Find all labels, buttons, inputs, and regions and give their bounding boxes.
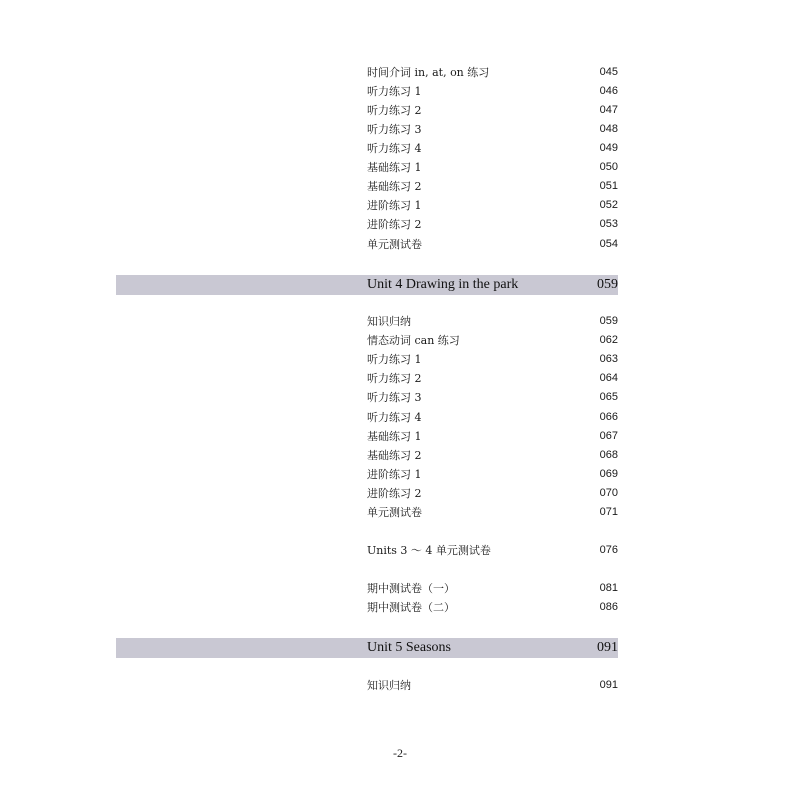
toc-entry-label: 情态动词 can 练习 xyxy=(367,334,460,347)
toc-entry-page: 091 xyxy=(599,679,618,691)
toc-entry-label: 听力练习 3 xyxy=(367,391,422,404)
toc-entry-label: 听力练习 2 xyxy=(367,104,422,117)
toc-entry xyxy=(367,235,618,254)
toc-entry-label: 期中测试卷（一） xyxy=(367,582,455,595)
toc-entry xyxy=(367,446,618,465)
toc-entry-label: 知识归纳 xyxy=(367,315,411,328)
toc-entry-label: 基础练习 1 xyxy=(367,430,422,443)
toc-entry xyxy=(367,427,618,446)
toc-entry-page: 047 xyxy=(599,104,618,116)
toc-entry-label: 进阶练习 1 xyxy=(367,199,422,212)
toc-entry-page: 081 xyxy=(599,582,618,594)
toc-entry-label: 进阶练习 2 xyxy=(367,487,422,500)
toc-entry-page: 066 xyxy=(599,411,618,423)
toc-entry xyxy=(367,196,618,215)
toc-entry-page: 068 xyxy=(599,449,618,461)
toc-entry xyxy=(367,598,618,617)
toc-entry-page: 062 xyxy=(599,334,618,346)
toc-entry-page: 076 xyxy=(599,544,618,556)
toc-entry-label: 听力练习 3 xyxy=(367,123,422,136)
toc-entry xyxy=(367,676,618,695)
toc-entry-page: 063 xyxy=(599,353,618,365)
unit-header-unit-5 xyxy=(116,638,618,658)
toc-entry xyxy=(367,331,618,350)
toc-entry xyxy=(367,369,618,388)
toc-entry-label: 听力练习 4 xyxy=(367,142,422,155)
toc-entry-label: Units 3 ～ 4 单元测试卷 xyxy=(367,544,491,557)
toc-entry xyxy=(367,139,618,158)
toc-entry-page: 086 xyxy=(599,601,618,613)
unit-page: 059 xyxy=(597,277,618,292)
toc-entry-label: 听力练习 1 xyxy=(367,353,422,366)
toc-entry-label: 进阶练习 1 xyxy=(367,468,422,481)
toc-entry-page: 050 xyxy=(599,161,618,173)
toc-entry-page: 065 xyxy=(599,391,618,403)
toc-entry xyxy=(367,101,618,120)
toc-entry-page: 054 xyxy=(599,238,618,250)
unit-title: Unit 4 Drawing in the park xyxy=(367,277,519,292)
toc-entry-page: 053 xyxy=(599,218,618,230)
toc-entry-page: 051 xyxy=(599,180,618,192)
toc-entry-label: 听力练习 2 xyxy=(367,372,422,385)
toc-entry xyxy=(367,408,618,427)
toc-entry-page: 045 xyxy=(599,66,618,78)
toc-entry xyxy=(367,177,618,196)
toc-entry-label: 单元测试卷 xyxy=(367,238,422,251)
toc-entry xyxy=(367,484,618,503)
toc-entry-page: 070 xyxy=(599,487,618,499)
toc-entry-label: 听力练习 4 xyxy=(367,411,422,424)
toc-entry-page: 071 xyxy=(599,506,618,518)
toc-entry xyxy=(367,465,618,484)
toc-entry-label: 期中测试卷（二） xyxy=(367,601,455,614)
toc-entry-label: 时间介词 in, at, on 练习 xyxy=(367,66,490,79)
toc-entry xyxy=(367,63,618,82)
toc-entry-label: 基础练习 1 xyxy=(367,161,422,174)
toc-entry xyxy=(367,579,618,598)
toc-entry xyxy=(367,350,618,369)
toc-entry xyxy=(367,158,618,177)
toc-entry-label: 知识归纳 xyxy=(367,679,411,692)
toc-entry-label: 基础练习 2 xyxy=(367,180,422,193)
toc-entry-label: 进阶练习 2 xyxy=(367,218,422,231)
toc-entry xyxy=(367,503,618,522)
toc-entry-page: 064 xyxy=(599,372,618,384)
toc-entry-page: 049 xyxy=(599,142,618,154)
toc-entry xyxy=(367,388,618,407)
toc-entry-page: 059 xyxy=(599,315,618,327)
toc-entry-page: 069 xyxy=(599,468,618,480)
toc-entry-page: 046 xyxy=(599,85,618,97)
toc-entry-label: 单元测试卷 xyxy=(367,506,422,519)
page-number: -2- xyxy=(393,746,407,760)
toc-entry xyxy=(367,541,618,560)
toc-entry-label: 听力练习 1 xyxy=(367,85,422,98)
toc-entry xyxy=(367,312,618,331)
toc-entry-page: 048 xyxy=(599,123,618,135)
toc-entry xyxy=(367,120,618,139)
toc-entry-page: 052 xyxy=(599,199,618,211)
unit-title: Unit 5 Seasons xyxy=(367,640,451,655)
unit-page: 091 xyxy=(597,640,618,655)
toc-entry-label: 基础练习 2 xyxy=(367,449,422,462)
unit-header-unit-4 xyxy=(116,275,618,295)
toc-entry-page: 067 xyxy=(599,430,618,442)
toc-entry xyxy=(367,215,618,234)
toc-entry xyxy=(367,82,618,101)
